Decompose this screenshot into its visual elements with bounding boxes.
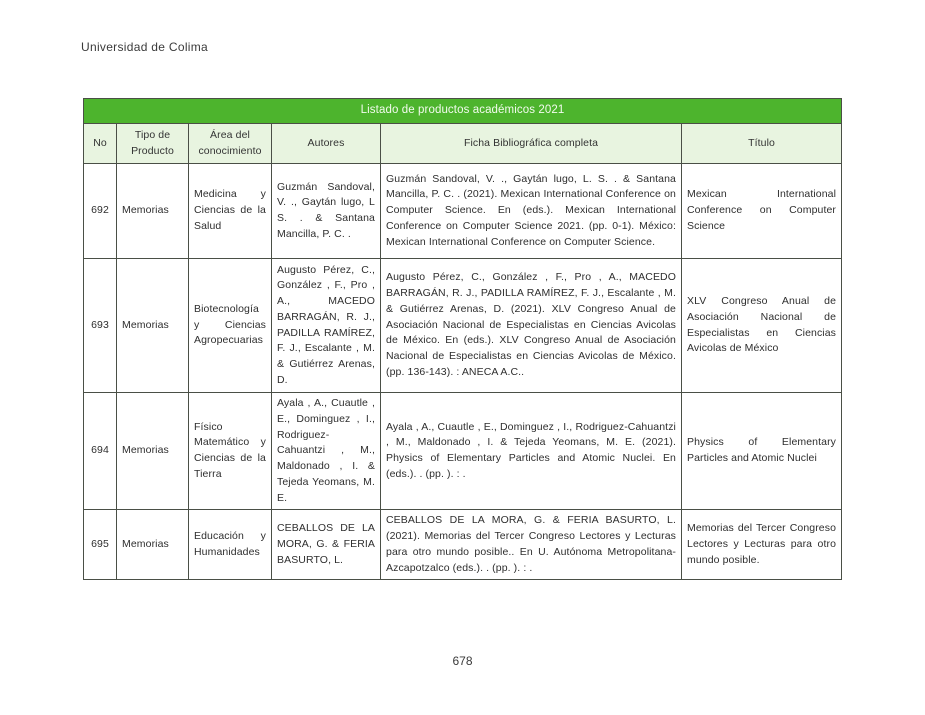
products-table-container	[83, 98, 842, 580]
cell-autores: Ayala , A., Cuautle , E., Dominguez , I., Rodriguez-Cahuantzi , M., Maldonado , I. & Tejeda Yeomans, M. E.	[272, 393, 381, 510]
products-table	[83, 98, 842, 580]
column-header-ficha: Ficha Bibliográfica completa	[381, 124, 682, 164]
cell-no: 692	[84, 164, 117, 259]
cell-titulo: Mexican International Conference on Computer Science	[682, 164, 842, 259]
column-header-area: Área del conocimiento	[189, 124, 272, 164]
cell-no: 693	[84, 259, 117, 393]
document-header: Universidad de Colima	[81, 40, 209, 54]
table-row	[84, 510, 842, 580]
cell-ficha: Augusto Pérez, C., González , F., Pro , A., MACEDO BARRAGÁN, R. J., PADILLA RAMÍREZ, F. J., Escalante , M. & Gutiérrez Arenas, D. (2021). XLV Congreso Anual de Asociación Nacional de Especialistas en Ciencias Avicolas de México. En (eds.). XLV Congreso Anual de Asociación Nacional de Especialistas en Ciencias Avicolas de México. (pp. 136-143). : ANECA A.C..	[381, 259, 682, 393]
column-header-autores: Autores	[272, 124, 381, 164]
cell-autores: Augusto Pérez, C., González , F., Pro , A., MACEDO BARRAGÁN, R. J., PADILLA RAMÍREZ, F. J., Escalante , M. & Gutiérrez Arenas, D.	[272, 259, 381, 393]
cell-tipo: Memorias	[117, 259, 189, 393]
cell-titulo: Memorias del Tercer Congreso Lectores y Lecturas para otro mundo posible.	[682, 510, 842, 580]
cell-area: Educación y Humanidades	[189, 510, 272, 580]
cell-titulo: Physics of Elementary Particles and Atomic Nuclei	[682, 393, 842, 510]
table-row	[84, 393, 842, 510]
table-header-row	[84, 124, 842, 164]
column-header-titulo: Título	[682, 124, 842, 164]
cell-area: Físico Matemático y Ciencias de la Tierra	[189, 393, 272, 510]
cell-autores: CEBALLOS DE LA MORA, G. & FERIA BASURTO, L.	[272, 510, 381, 580]
table-title: Listado de productos académicos 2021	[84, 99, 842, 124]
cell-ficha: CEBALLOS DE LA MORA, G. & FERIA BASURTO, L. (2021). Memorias del Tercer Congreso Lectores y Lecturas para otro mundo posible.. En U. Autónoma Metropolitana-Azcapotzalco (eds.). . (pp. ). : .	[381, 510, 682, 580]
cell-ficha: Guzmán Sandoval, V. ., Gaytán lugo, L. S. . & Santana Mancilla, P. C. . (2021). Mexican International Conference on Computer Science. En (eds.). Mexican International Conference on Computer Science 2021. (pp. 0-1). México: Mexican International Conference on Computer Science.	[381, 164, 682, 259]
column-header-tipo: Tipo de Producto	[117, 124, 189, 164]
cell-no: 694	[84, 393, 117, 510]
cell-ficha: Ayala , A., Cuautle , E., Dominguez , I., Rodriguez-Cahuantzi , M., Maldonado , I. & Tejeda Yeomans, M. E. (2021). Physics of Elementary Particles and Atomic Nuclei. En (eds.). . (pp. ). : .	[381, 393, 682, 510]
cell-area: Biotecnología y Ciencias Agropecuarias	[189, 259, 272, 393]
cell-tipo: Memorias	[117, 510, 189, 580]
cell-tipo: Memorias	[117, 393, 189, 510]
column-header-no: No	[84, 124, 117, 164]
table-title-row	[84, 99, 842, 124]
table-row	[84, 259, 842, 393]
cell-area: Medicina y Ciencias de la Salud	[189, 164, 272, 259]
cell-no: 695	[84, 510, 117, 580]
page-number: 678	[452, 654, 473, 668]
cell-autores: Guzmán Sandoval, V. ., Gaytán lugo, L S. . & Santana Mancilla, P. C. .	[272, 164, 381, 259]
table-row	[84, 164, 842, 259]
cell-tipo: Memorias	[117, 164, 189, 259]
cell-titulo: XLV Congreso Anual de Asociación Nacional de Especialistas en Ciencias Avicolas de México	[682, 259, 842, 393]
